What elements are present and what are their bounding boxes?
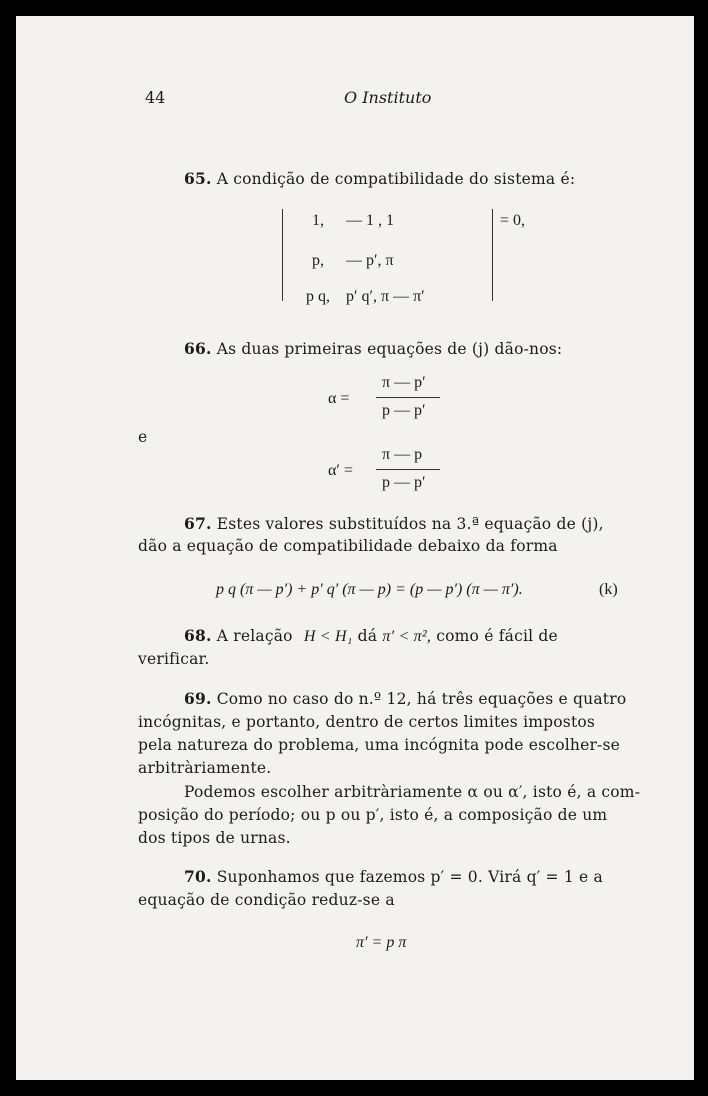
section-70-text1: Suponhamos que fazemos p′ = 0. Virá q′ = 1 e a bbox=[216, 868, 603, 886]
equation-k-label: (k) bbox=[599, 581, 618, 598]
section-69-p2-line1: Podemos escolher arbitràriamente α ou α′, isto é, a com- bbox=[184, 783, 641, 801]
section-68-line1 bbox=[184, 625, 558, 648]
det-r3c2: p′ q′, π — π′ bbox=[346, 288, 425, 305]
section-66-number: 66. bbox=[184, 339, 212, 358]
eq1-numerator: π — p′ bbox=[382, 374, 426, 391]
section-67-number: 67. bbox=[184, 514, 212, 533]
det-right-bar bbox=[492, 209, 493, 301]
book-page bbox=[16, 16, 694, 1080]
eq2-denominator: p — p′ bbox=[382, 474, 426, 491]
section-69-line3: pela natureza do problema, uma incógnita pode escolher-se bbox=[138, 736, 621, 754]
section-65-text: A condição de compatibilidade do sistema é: bbox=[216, 170, 576, 188]
conjunction-e: e bbox=[138, 428, 148, 446]
eq2-lhs: α′ = bbox=[328, 462, 353, 479]
section-66-line bbox=[184, 338, 562, 360]
det-r1c1: 1, bbox=[312, 212, 324, 229]
page-number: 44 bbox=[145, 88, 166, 107]
det-left-bar bbox=[282, 209, 283, 301]
section-67-line2: dão a equação de compatibilidade debaixo da forma bbox=[138, 537, 558, 555]
det-rhs: = 0, bbox=[500, 212, 526, 229]
det-r2c2: — p′, π bbox=[346, 252, 394, 269]
section-70-line1 bbox=[184, 866, 603, 888]
eq1-fraction-bar bbox=[376, 397, 440, 398]
eq2-numerator: π — p bbox=[382, 446, 423, 463]
section-65-line bbox=[184, 168, 575, 190]
det-r2c1: p, bbox=[312, 252, 324, 269]
running-title: O Instituto bbox=[344, 88, 432, 107]
section-69-number: 69. bbox=[184, 689, 212, 708]
eq2-fraction-bar bbox=[376, 469, 440, 470]
section-66-text: As duas primeiras equações de (j) dão-nos: bbox=[216, 340, 563, 358]
section-68-text-b: dá bbox=[357, 627, 378, 645]
section-69-text1: Como no caso do n.º 12, há três equações e quatro bbox=[216, 690, 627, 708]
section-65-number: 65. bbox=[184, 169, 212, 188]
section-69-line2: incógnitas, e portanto, dentro de certos limites impostos bbox=[138, 713, 596, 731]
section-68-text-c: como é fácil de bbox=[436, 627, 558, 645]
equation-k: p q (π — p′) + p′ q′ (π — p) = (p — p′) (π — π′). bbox=[216, 581, 523, 598]
section-67-text1: Estes valores substituídos na 3.ª equação de (j), bbox=[216, 515, 604, 533]
section-68-math2: π′ < π², bbox=[382, 628, 432, 645]
section-69-line4: arbitràriamente. bbox=[138, 759, 272, 777]
equation-final: π′ = p π bbox=[356, 934, 407, 951]
section-68-line2: verificar. bbox=[138, 650, 210, 668]
section-67-line1 bbox=[184, 513, 604, 535]
det-r1c2: — 1 , 1 bbox=[346, 212, 394, 229]
det-r3c1: p q, bbox=[306, 288, 330, 305]
section-70-line2: equação de condição reduz-se a bbox=[138, 891, 395, 909]
section-68-math1: H < H₁ bbox=[303, 628, 353, 645]
eq1-denominator: p — p′ bbox=[382, 402, 426, 419]
eq1-lhs: α = bbox=[328, 390, 350, 407]
section-69-p2-line2: posição do período; ou p ou p′, isto é, a composição de um bbox=[138, 806, 608, 824]
section-70-number: 70. bbox=[184, 867, 212, 886]
section-68-text-a: A relação bbox=[216, 627, 293, 645]
section-68-number: 68. bbox=[184, 626, 212, 645]
section-69-line1 bbox=[184, 688, 626, 710]
section-69-p2-line3: dos tipos de urnas. bbox=[138, 829, 291, 847]
